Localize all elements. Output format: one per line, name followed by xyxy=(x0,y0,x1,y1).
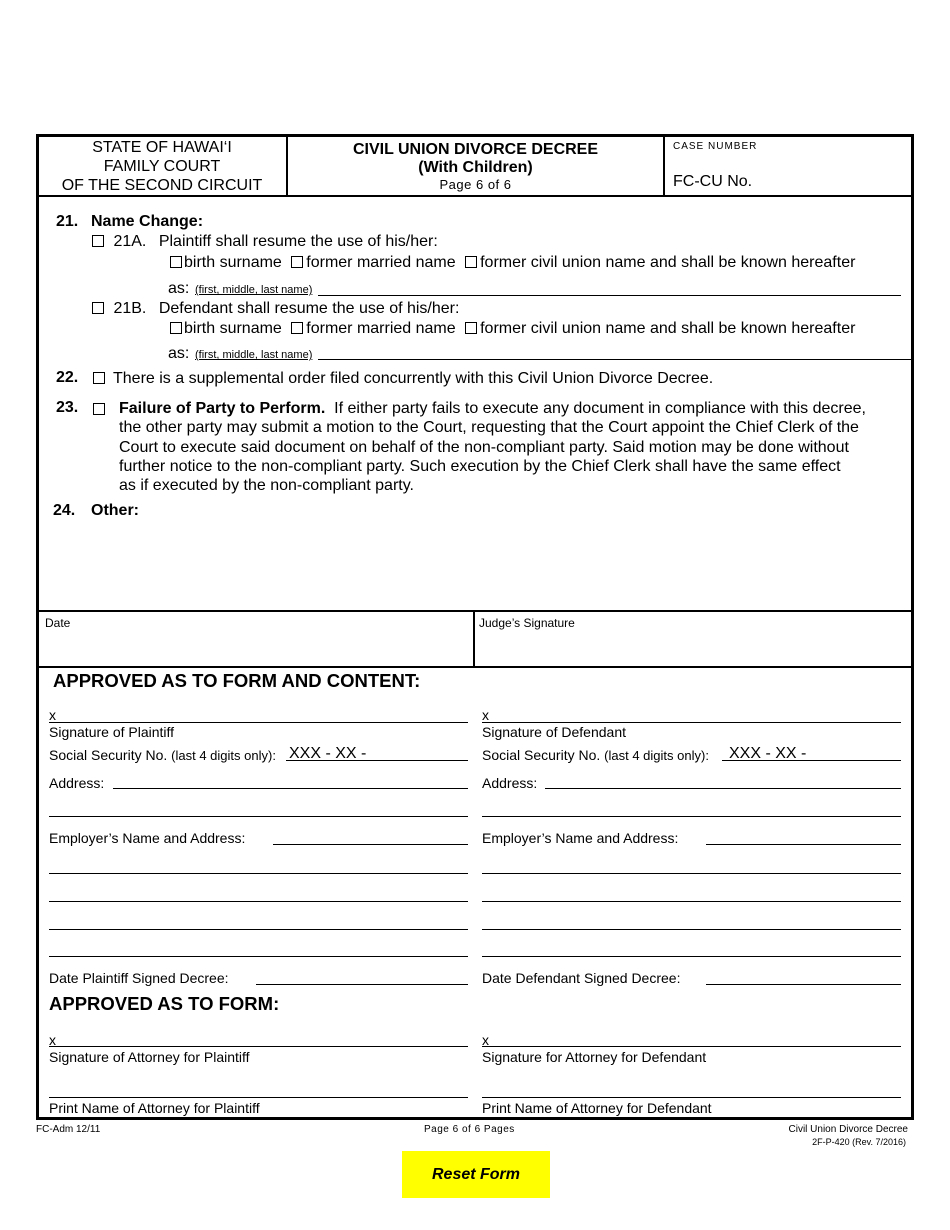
defendant-signature-label: Signature of Defendant xyxy=(482,724,626,740)
item21b-label: 21B. xyxy=(113,300,147,317)
item21a-checkbox[interactable] xyxy=(92,235,104,247)
item23-text xyxy=(119,399,909,495)
plaintiff-ssn-row xyxy=(49,747,276,763)
reset-form-button[interactable]: Reset Form xyxy=(402,1151,550,1198)
item21b-birth-label: birth surname xyxy=(184,320,282,337)
approved-content-heading: APPROVED AS TO FORM AND CONTENT: xyxy=(53,670,421,691)
plaintiff-ssn-line[interactable] xyxy=(286,760,468,761)
item21a-birth-checkbox[interactable] xyxy=(170,256,182,268)
item23-title: Failure of Party to Perform. xyxy=(119,400,326,417)
item21a-text: Plaintiff shall resume the use of his/her: xyxy=(158,233,438,250)
item21b-birth-checkbox[interactable] xyxy=(170,322,182,334)
atty-defendant-name-line[interactable] xyxy=(482,1097,901,1098)
plaintiff-x: x xyxy=(49,707,56,723)
defendant-employer-line3[interactable] xyxy=(482,901,901,902)
defendant-ssn-hint: (last 4 digits only): xyxy=(604,748,709,763)
defendant-ssn-line[interactable] xyxy=(722,760,901,761)
atty-plaintiff-signature-label: Signature of Attorney for Plaintiff xyxy=(49,1049,250,1065)
header-divider-right xyxy=(663,134,665,195)
signature-box-divider xyxy=(473,610,475,667)
court-line3: OF THE SECOND CIRCUIT xyxy=(61,177,263,194)
header-divider xyxy=(36,195,914,197)
case-number-prefix: FC-CU No. xyxy=(673,173,753,190)
defendant-address-line1[interactable] xyxy=(545,788,901,789)
defendant-signature-line[interactable] xyxy=(482,722,901,723)
plaintiff-address-label: Address: xyxy=(49,775,105,791)
footer-page: Page 6 of 6 Pages xyxy=(424,1124,515,1135)
atty-plaintiff-signature-line[interactable] xyxy=(49,1046,468,1047)
item22-row xyxy=(93,370,713,388)
footer-doc-rev: 2F-P-420 (Rev. 7/2016) xyxy=(812,1137,906,1147)
plaintiff-signature-label: Signature of Plaintiff xyxy=(49,724,175,740)
page-indicator: Page 6 of 6 xyxy=(439,177,512,192)
plaintiff-employer-line3[interactable] xyxy=(49,901,468,902)
court-name xyxy=(38,138,286,195)
item22-checkbox[interactable] xyxy=(93,372,105,384)
item23-line3: Court to execute said document on behalf of the non-compliant party. Said motion may be done without xyxy=(119,438,849,456)
form-subtitle: (With Children) xyxy=(418,159,533,176)
item21b-row xyxy=(92,300,459,318)
form-title-block xyxy=(288,140,663,193)
item23-line2: the other party may submit a motion to the Court, requesting that the Court appoint the Chief Clerk of the xyxy=(119,419,859,437)
item21a-union-checkbox[interactable] xyxy=(465,256,477,268)
item21a-married-checkbox[interactable] xyxy=(291,256,303,268)
plaintiff-ssn-hint: (last 4 digits only): xyxy=(171,748,276,763)
atty-plaintiff-name-label: Print Name of Attorney for Plaintiff xyxy=(49,1100,260,1116)
item21b-name-line[interactable] xyxy=(318,359,912,360)
defendant-employer-line2[interactable] xyxy=(482,873,901,874)
form-title: CIVIL UNION DIVORCE DECREE xyxy=(352,141,599,158)
item21b-as-label: as: xyxy=(168,345,190,362)
defendant-ssn-row xyxy=(482,747,709,763)
defendant-ssn-value: XXX - XX - xyxy=(729,745,807,762)
item21b-as-hint: (first, middle, last name) xyxy=(195,349,313,361)
item23-checkbox[interactable] xyxy=(93,403,105,415)
court-line1: STATE OF HAWAI‘I xyxy=(92,139,232,156)
item21a-options xyxy=(170,254,855,272)
defendant-employer-line5[interactable] xyxy=(482,956,901,957)
item22-number: 22. xyxy=(56,369,79,386)
court-line2: FAMILY COURT xyxy=(103,158,221,175)
defendant-x: x xyxy=(482,707,489,723)
item21b-married-checkbox[interactable] xyxy=(291,322,303,334)
plaintiff-employer-line5[interactable] xyxy=(49,956,468,957)
approved-form-heading: APPROVED AS TO FORM: xyxy=(49,993,280,1014)
item21a-married-label: former married name xyxy=(306,254,456,271)
plaintiff-date-line[interactable] xyxy=(256,984,468,985)
atty-plaintiff-name-line[interactable] xyxy=(49,1097,468,1098)
plaintiff-employer-line1[interactable] xyxy=(273,844,468,845)
item21a-as-label: as: xyxy=(168,280,190,297)
item21b-union-label: former civil union name and shall be known hereafter xyxy=(480,320,856,337)
plaintiff-employer-line4[interactable] xyxy=(49,929,468,930)
plaintiff-employer-label: Employer’s Name and Address: xyxy=(49,830,246,846)
item23-line1: If either party fails to execute any document in compliance with this decree, xyxy=(334,400,866,417)
signature-box-bottom xyxy=(36,666,914,668)
item21b-text: Defendant shall resume the use of his/her: xyxy=(158,300,460,317)
plaintiff-employer-line2[interactable] xyxy=(49,873,468,874)
defendant-employer-line1[interactable] xyxy=(706,844,901,845)
item21a-as-hint: (first, middle, last name) xyxy=(195,284,313,296)
footer-form-id: FC-Adm 12/11 xyxy=(36,1124,101,1135)
defendant-ssn-label: Social Security No. xyxy=(482,747,601,763)
item23-line5: as if executed by the non-compliant party. xyxy=(119,477,414,495)
plaintiff-ssn-value: XXX - XX - xyxy=(289,745,367,762)
date-label: Date xyxy=(45,616,71,630)
item21a-row xyxy=(92,233,438,251)
case-number-input[interactable] xyxy=(755,170,909,192)
atty-defendant-signature-label: Signature for Attorney for Defendant xyxy=(482,1049,707,1065)
atty-defendant-name-label: Print Name of Attorney for Defendant xyxy=(482,1100,712,1116)
atty-defendant-x: x xyxy=(482,1032,489,1048)
item21b-married-label: former married name xyxy=(306,320,456,337)
item21b-options xyxy=(170,320,855,338)
item21b-union-checkbox[interactable] xyxy=(465,322,477,334)
item21b-checkbox[interactable] xyxy=(92,302,104,314)
atty-plaintiff-x: x xyxy=(49,1032,56,1048)
defendant-date-label: Date Defendant Signed Decree: xyxy=(482,970,681,986)
item21a-birth-label: birth surname xyxy=(184,254,282,271)
item21-title: Name Change: xyxy=(91,213,204,230)
defendant-date-line[interactable] xyxy=(706,984,901,985)
item23-line4: further notice to the non-compliant party. Such execution by the Chief Clerk shall have the same effect xyxy=(119,457,841,475)
plaintiff-address-line2[interactable] xyxy=(49,816,468,817)
item21a-name-line[interactable] xyxy=(318,295,901,296)
item24-title: Other: xyxy=(91,502,139,519)
defendant-address-label: Address: xyxy=(482,775,538,791)
item21-number: 21. xyxy=(56,213,79,230)
item21a-label: 21A. xyxy=(113,233,147,250)
item21a-union-label: former civil union name and shall be known hereafter xyxy=(480,254,856,271)
defendant-address-line2[interactable] xyxy=(482,816,901,817)
defendant-employer-label: Employer’s Name and Address: xyxy=(482,830,679,846)
case-number-label: CASE NUMBER xyxy=(673,141,758,152)
item24-number: 24. xyxy=(53,502,76,519)
footer-doc-title: Civil Union Divorce Decree xyxy=(788,1124,908,1135)
item24-other-input[interactable] xyxy=(90,522,904,606)
plaintiff-signature-line[interactable] xyxy=(49,722,468,723)
item22-text: There is a supplemental order filed concurrently with this Civil Union Divorce Decree. xyxy=(113,370,714,387)
signature-box-top xyxy=(36,610,914,612)
plaintiff-address-line1[interactable] xyxy=(113,788,468,789)
plaintiff-ssn-label: Social Security No. xyxy=(49,747,168,763)
defendant-employer-line4[interactable] xyxy=(482,929,901,930)
judge-signature-label: Judge’s Signature xyxy=(479,616,575,630)
item23-number: 23. xyxy=(56,399,79,416)
atty-defendant-signature-line[interactable] xyxy=(482,1046,901,1047)
plaintiff-date-label: Date Plaintiff Signed Decree: xyxy=(49,970,229,986)
